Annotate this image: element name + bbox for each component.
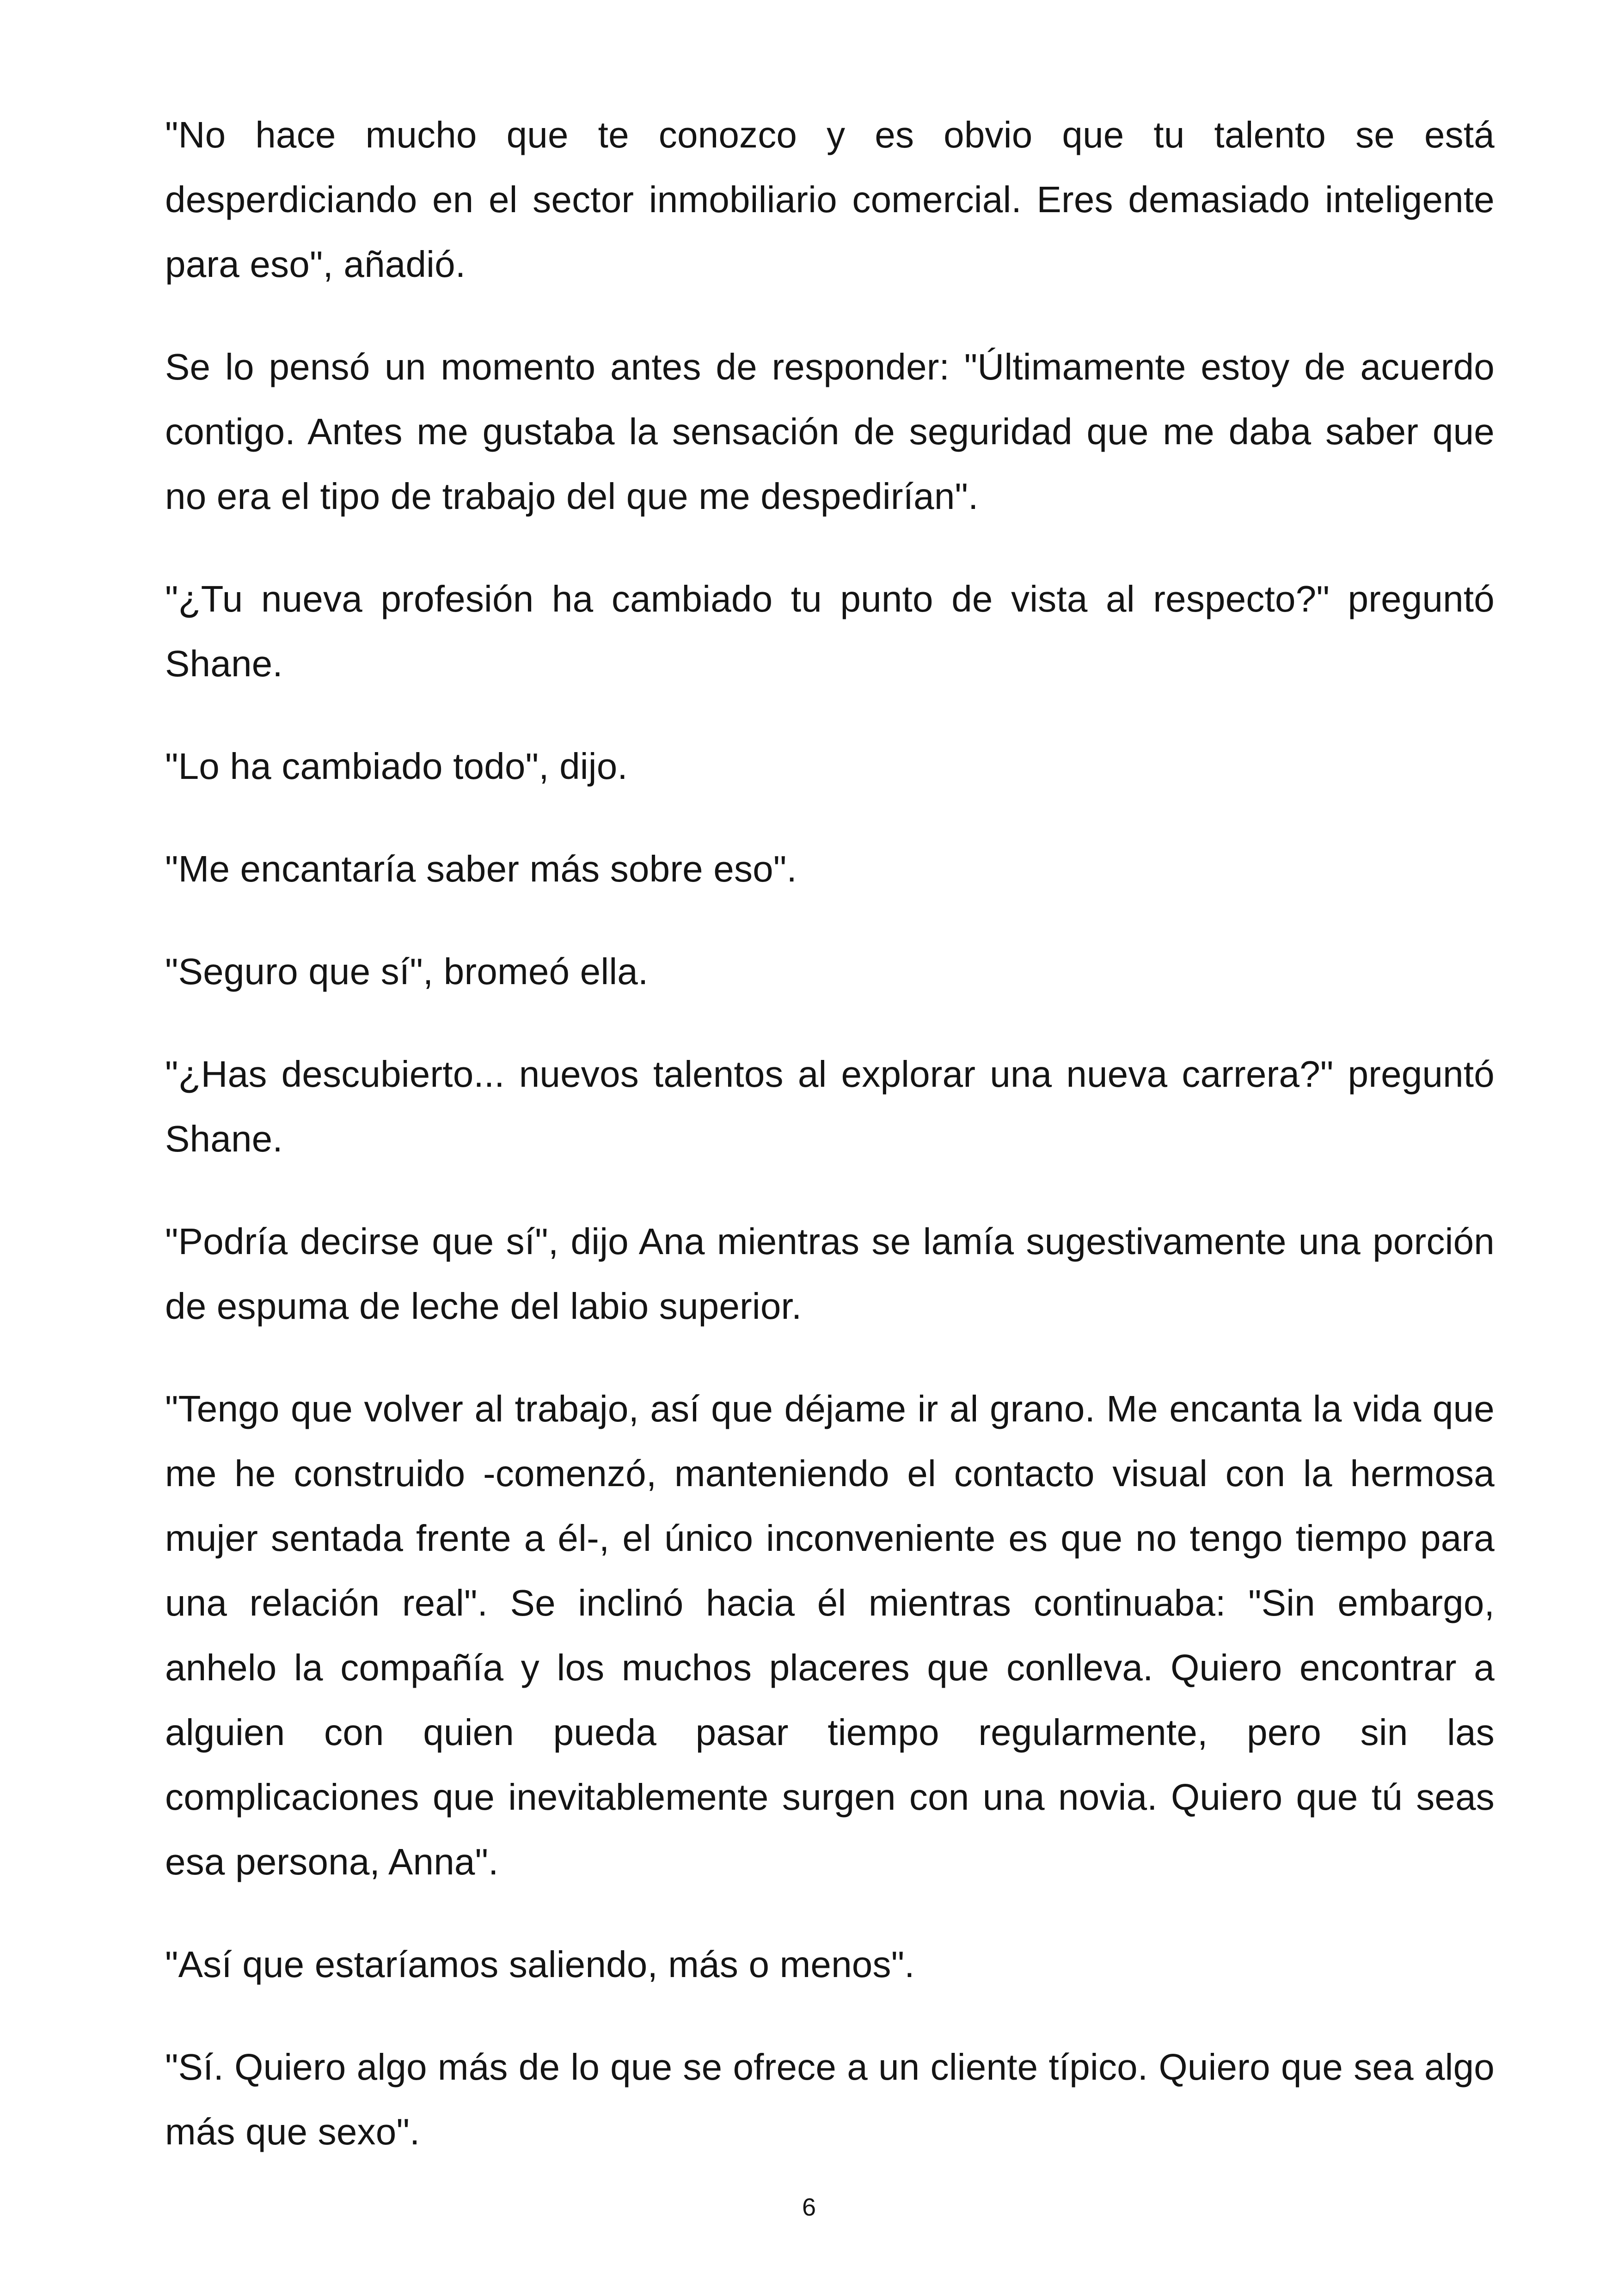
paragraph-5: "Me encantaría saber más sobre eso".	[165, 848, 797, 889]
paragraph-2: Se lo pensó un momento antes de responder: "Últimamente estoy de acuerdo contigo. Antes me gustaba la sensación de seguridad que me daba saber que no era el tipo de trabajo del que me despedirían".	[165, 346, 1495, 517]
paragraph-3: "¿Tu nueva profesión ha cambiado tu punto de vista al respecto?" preguntó Shane.	[165, 578, 1495, 684]
paragraph-11: "Sí. Quiero algo más de lo que se ofrece a un cliente típico. Quiero que sea algo más que sexo".	[165, 2046, 1495, 2152]
paragraph-4: "Lo ha cambiado todo", dijo.	[165, 746, 628, 787]
paragraph-7: "¿Has descubierto... nuevos talentos al explorar una nueva carrera?" preguntó Shane.	[165, 1053, 1495, 1159]
paragraph-6: "Seguro que sí", bromeó ella.	[165, 951, 649, 992]
body-text	[165, 103, 1495, 2164]
paragraph-10: "Así que estaríamos saliendo, más o menos".	[165, 1944, 915, 1985]
paragraph-8: "Podría decirse que sí", dijo Ana mientras se lamía sugestivamente una porción de espuma de leche del labio superior.	[165, 1221, 1495, 1327]
paragraph-1: "No hace mucho que te conozco y es obvio que tu talento se está desperdiciando en el sector inmobiliario comercial. Eres demasiado inteligente para eso", añadió.	[165, 114, 1495, 285]
paragraph-9: "Tengo que volver al trabajo, así que déjame ir al grano. Me encanta la vida que me he construido -comenzó, manteniendo el contacto visual con la hermosa mujer sentada frente a él-, el único inconveniente es que no tengo tiempo para una relación real". Se inclinó hacia él mientras continuaba: "Sin embargo, anhelo la compañía y los muchos placeres que conlleva. Quiero encontrar a alguien con quien pueda pasar tiempo regularmente, pero sin las complicaciones que inevitablemente surgen con una novia. Quiero que tú seas esa persona, Anna".	[165, 1388, 1495, 1882]
page-number: 6	[802, 2193, 816, 2221]
